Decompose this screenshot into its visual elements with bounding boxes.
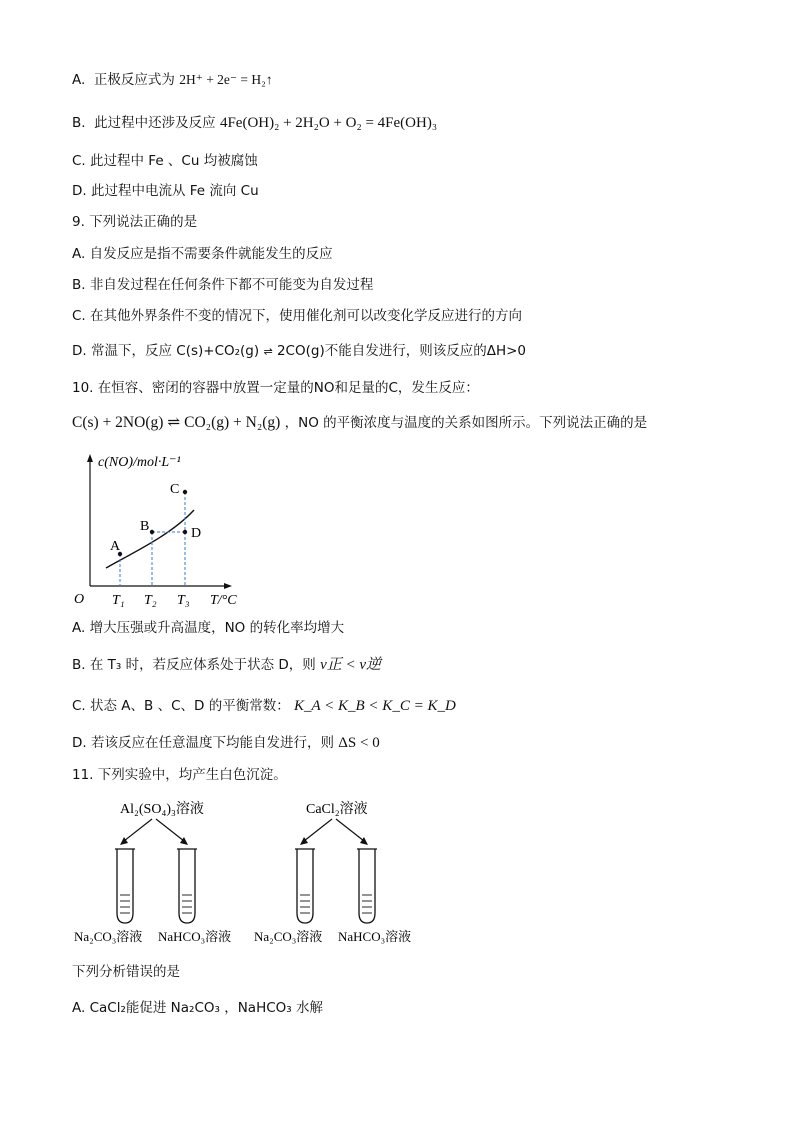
math: ΔS < 0 bbox=[338, 735, 380, 751]
x-axis-label: T/°C bbox=[210, 593, 237, 608]
tick-label: T₂ bbox=[144, 593, 157, 608]
q10-stem: 10. 在恒容、密闭的容器中放置一定量的NO和足量的C，发生反应： bbox=[72, 380, 479, 396]
x-axis-arrow bbox=[224, 583, 232, 589]
option-text: 正极反应式为 bbox=[93, 72, 175, 88]
arrow-line bbox=[124, 819, 152, 841]
test-tube bbox=[115, 849, 135, 923]
q9-option-c: C. 在其他外界条件不变的情况下，使用催化剂可以改变化学反应进行的方向 bbox=[72, 308, 523, 324]
q9-option-b: B. 非自发过程在任何条件下都不可能变为自发过程 bbox=[72, 277, 374, 293]
option-text: C. 状态 A、B 、C、D 的平衡常数： bbox=[72, 698, 290, 714]
experiment-diagram bbox=[72, 795, 432, 955]
equation: C(s) + 2NO(g) ⇌ CO₂(g) + N₂(g) bbox=[72, 414, 281, 431]
option-text: 2CO(g)不能自发进行，则该反应的ΔH>0 bbox=[276, 343, 526, 359]
q10-option-d bbox=[72, 733, 380, 753]
reagent-label-left: Al₂(SO₄)₃溶液 bbox=[120, 802, 204, 817]
concentration-temperature-chart bbox=[70, 448, 260, 614]
origin-label: O bbox=[74, 592, 85, 607]
q8-option-b bbox=[72, 113, 437, 133]
math: v正 < v逆 bbox=[320, 657, 382, 673]
point-c bbox=[183, 490, 187, 494]
tube-label: Na₂CO₃溶液 bbox=[74, 929, 143, 944]
tube-label: NaHCO₃溶液 bbox=[158, 929, 232, 944]
y-axis-label: c(NO)/mol·L⁻¹ bbox=[98, 455, 181, 470]
point-b bbox=[150, 530, 154, 534]
option-text: A. bbox=[72, 72, 86, 88]
point-label: A bbox=[110, 539, 121, 554]
q11-stem: 11. 下列实验中，均产生白色沉淀。 bbox=[72, 767, 287, 783]
q10-option-c bbox=[72, 696, 456, 716]
y-axis-arrow bbox=[87, 454, 93, 462]
tick-label: T₃ bbox=[177, 593, 190, 608]
q11-sub-stem: 下列分析错误的是 bbox=[72, 964, 180, 980]
point-d bbox=[183, 530, 187, 534]
tick-label: T₁ bbox=[112, 593, 125, 608]
q8-option-c: C. 此过程中 Fe 、Cu 均被腐蚀 bbox=[72, 153, 258, 169]
arrow-line bbox=[156, 819, 184, 841]
q10-equation-line bbox=[72, 413, 647, 433]
test-tube bbox=[177, 849, 197, 923]
math: K_A < K_B < K_C = K_D bbox=[294, 698, 456, 714]
q9-option-d bbox=[72, 341, 526, 362]
test-tube bbox=[357, 849, 377, 923]
point-label: C bbox=[170, 482, 180, 497]
q10-option-a: A. 增大压强或升高温度，NO 的转化率均增大 bbox=[72, 620, 345, 636]
point-label: B bbox=[140, 519, 150, 534]
tube-label: Na₂CO₃溶液 bbox=[254, 929, 323, 944]
point-label: D bbox=[191, 526, 202, 541]
option-text: B. bbox=[72, 115, 86, 131]
test-tube bbox=[295, 849, 315, 923]
option-text: ，NO 的平衡浓度与温度的关系如图所示。下列说法正确的是 bbox=[284, 415, 648, 431]
q11-option-a: A. CaCl₂能促进 Na₂CO₃ ，NaHCO₃ 水解 bbox=[72, 1000, 323, 1016]
q8-option-a bbox=[72, 70, 273, 90]
arrow-line bbox=[336, 819, 364, 841]
equation: 2H⁺ + 2e⁻ = H₂↑ bbox=[179, 72, 273, 87]
option-text: D. 常温下，反应 C(s)+CO₂(g) bbox=[72, 343, 260, 359]
option-text: B. 在 T₃ 时，若反应体系处于状态 D，则 bbox=[72, 657, 316, 673]
q10-option-b bbox=[72, 655, 381, 675]
reaction-arrow: ⇌ bbox=[263, 345, 273, 358]
equation: 4Fe(OH)₂ + 2H₂O + O₂ = 4Fe(OH)₃ bbox=[219, 115, 438, 131]
option-text: 此过程中还涉及反应 bbox=[94, 115, 216, 131]
q8-option-d: D. 此过程中电流从 Fe 流向 Cu bbox=[72, 183, 259, 199]
q9-option-a: A. 自发反应是指不需要条件就能发生的反应 bbox=[72, 246, 333, 262]
q9-stem: 9. 下列说法正确的是 bbox=[72, 214, 198, 230]
option-text: D. 若该反应在任意温度下均能自发进行，则 bbox=[72, 735, 334, 751]
tube-label: NaHCO₃溶液 bbox=[338, 929, 412, 944]
arrow-line bbox=[304, 819, 332, 841]
reagent-label-right: CaCl₂溶液 bbox=[306, 802, 368, 817]
